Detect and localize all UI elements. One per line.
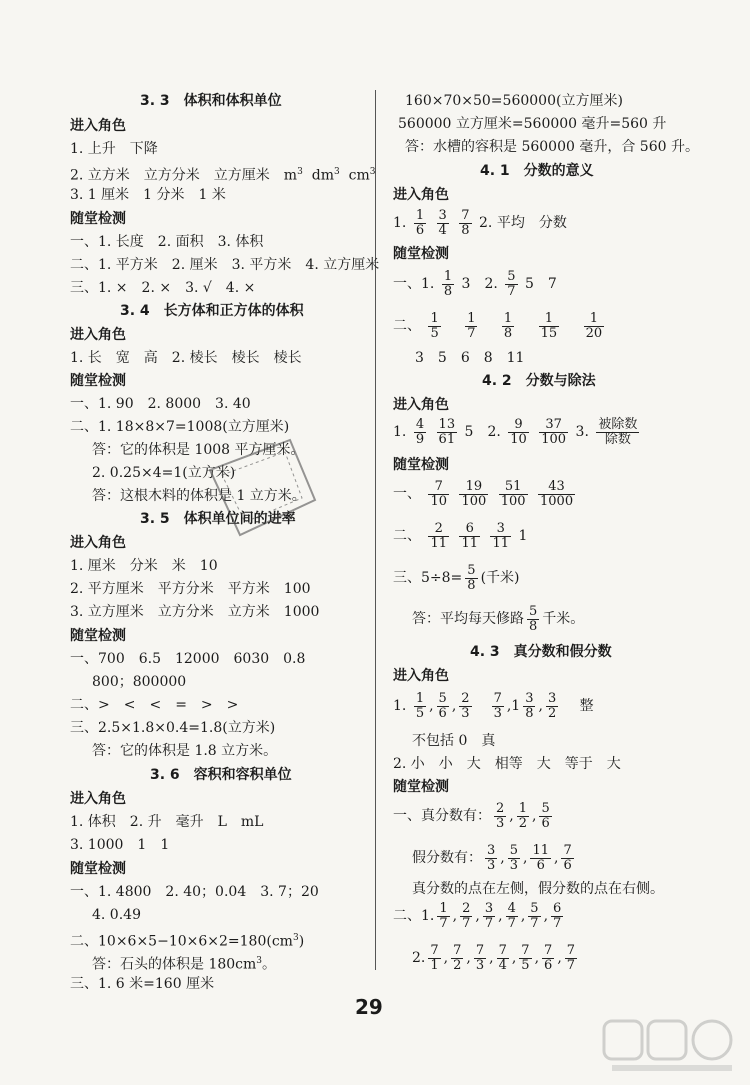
fraction: $\frac{1}{8}$ [443, 268, 453, 299]
answer-line: 2. $\frac{7}{1}$ , $\frac{7}{2}$ , $\frac{7}{3}$ , $\frac{7}{4}$ , $\frac{7}{5}$ , $\frac{7}{6}$ , $\frac{7}{7}$ [412, 942, 576, 973]
answer-line: 真分数的点在左侧，假分数的点在右侧。 [412, 881, 664, 897]
answer-line: 二、 $\frac{2}{11}$ $\frac{6}{11}$ $\frac{3}{11}$ 1 [393, 520, 528, 551]
subheading-check: 随堂检测 [70, 373, 126, 389]
subheading-role: 进入角色 [393, 668, 449, 684]
fraction: $\frac{\text{被除数}}{\text{除数}}$ [598, 416, 638, 447]
answer-line: 答：平均每天修路 $\frac{5}{8}$ 千米。 [412, 603, 585, 634]
answer-line: 1. 长 宽 高 2. 棱长 棱长 棱长 [70, 350, 302, 366]
fraction: $\frac{1}{6}$ [415, 207, 425, 238]
subheading-role: 进入角色 [70, 118, 126, 134]
subheading-role: 进入角色 [393, 187, 449, 203]
fraction: $\frac{7}{8}$ [461, 207, 470, 238]
answer-line: 560000 立方厘米=560000 毫升=560 升 [398, 116, 667, 132]
fraction: $\frac{3}{11}$ [492, 520, 509, 551]
subheading-role: 进入角色 [70, 327, 126, 343]
fraction: $\frac{5}{3}$ [509, 842, 519, 873]
fraction: $\frac{2}{11}$ [430, 520, 447, 551]
subheading-check: 随堂检测 [70, 628, 126, 644]
subheading-role: 进入角色 [70, 535, 126, 551]
section-title-3-6: 3. 6 容积和容积单位 [150, 767, 292, 783]
fraction: $\frac{1}{15}$ [540, 310, 558, 341]
fraction: $\frac{2}{3}$ [496, 800, 505, 831]
answer-line: 2. 立方米 立方分米 立方厘米 $m^3$ $dm^3$ $cm^3$ [70, 167, 376, 184]
fraction: $\frac{3}{3}$ [487, 842, 496, 873]
fraction: $\frac{6}{7}$ [553, 900, 562, 931]
answer-line: 一、 $\frac{7}{10}$ $\frac{19}{100}$ $\frac{51}{100}$ $\frac{43}{1000}$ [393, 478, 574, 509]
fraction: $\frac{5}{7}$ [507, 268, 516, 299]
answer-line: 一、1. $\frac{1}{8}$ 3 2. $\frac{5}{7}$ 5 7 [393, 268, 557, 299]
answer-line: 3. 立方厘米 立方分米 立方米 1000 [70, 604, 320, 620]
answer-line: 答：它的体积是 1008 平方厘米。 [92, 442, 305, 458]
fraction: $\frac{5}{7}$ [530, 900, 539, 931]
fraction: $\frac{4}{9}$ [415, 416, 425, 447]
fraction: $\frac{1}{7}$ [439, 900, 448, 931]
fraction: $\frac{1}{7}$ [467, 310, 476, 341]
fraction: $\frac{9}{10}$ [510, 416, 527, 447]
stamp-mark [200, 430, 320, 545]
fraction: $\frac{37}{100}$ [541, 416, 567, 447]
fraction: $\frac{7}{7}$ [566, 942, 576, 973]
answer-line: 二、1. $\frac{1}{7}$ , $\frac{2}{7}$ , $\frac{3}{7}$ , $\frac{4}{7}$ , $\frac{5}{7}$ , $\frac{6}{7}$ [393, 900, 562, 931]
answer-line: 3. 1000 1 1 [70, 837, 170, 853]
fraction: $\frac{5}{6}$ [438, 690, 447, 721]
answer-line: 1. $\frac{1}{5}$ , $\frac{5}{6}$ , $\frac{2}{3}$ $\frac{7}{3}$ ,1 $\frac{3}{8}$ , $\frac{3}{2}$ 整 [393, 690, 594, 721]
fraction: $\frac{5}{8}$ [529, 603, 538, 634]
answer-line: 答：石头的体积是 $180cm^3$。 [92, 956, 277, 973]
fraction: $\frac{7}{6}$ [544, 942, 553, 973]
section-title-3-4: 3. 4 长方体和正方体的体积 [120, 303, 304, 319]
answer-line: 3. 1 厘米 1 分米 1 米 [70, 187, 226, 203]
page-number: 29 [355, 995, 383, 1019]
answer-line: 1. $\frac{4}{9}$ $\frac{13}{61}$ 5 2. $\frac{9}{10}$ $\frac{37}{100}$ 3. $\frac{\text{被除数}}{\text{除数}}$ [393, 416, 638, 447]
answer-line: 二、> < < = > > [70, 697, 239, 713]
answer-line: 一、700 6.5 12000 6030 0.8 [70, 651, 306, 667]
answer-line: 二、1. 平方米 2. 厘米 3. 平方米 4. 立方厘米 [70, 257, 380, 273]
answer-line: 答：水槽的容积是 560000 毫升，合 560 升。 [405, 139, 699, 155]
section-title-3-3: 3. 3 体积和体积单位 [140, 93, 282, 109]
fraction: $\frac{1}{8}$ [503, 310, 513, 341]
answer-line: 答：它的体积是 1.8 立方米。 [92, 743, 278, 759]
answer-line: 二、 $\frac{1}{5}$ $\frac{1}{7}$ $\frac{1}{8}$ $\frac{1}{15}$ $\frac{1}{20}$ [393, 310, 603, 341]
fraction: $\frac{3}{2}$ [547, 690, 557, 721]
fraction: $\frac{51}{100}$ [500, 478, 526, 509]
fraction: $\frac{3}{7}$ [484, 900, 494, 931]
section-title-4-3: 4. 3 真分数和假分数 [470, 644, 612, 660]
section-title-4-2: 4. 2 分数与除法 [482, 373, 596, 389]
fraction: $\frac{2}{7}$ [462, 900, 471, 931]
section-title-3-5: 3. 5 体积单位间的进率 [140, 511, 296, 527]
answer-line: 1. 上升 下降 [70, 141, 158, 157]
answer-line: 一、1. 长度 2. 面积 3. 体积 [70, 234, 264, 250]
fraction: $\frac{19}{100}$ [461, 478, 487, 509]
subheading-check: 随堂检测 [70, 861, 126, 877]
subheading-check: 随堂检测 [393, 457, 449, 473]
answer-line: 答：这根木料的体积是 1 立方米。 [92, 488, 306, 504]
answer-line: 二、$10\times 6\times 5-10\times 6\times 2=180(cm^3)$ [70, 933, 305, 950]
fraction: $\frac{1}{20}$ [585, 310, 603, 341]
answer-line: 假分数有： $\frac{3}{3}$ , $\frac{5}{3}$ , $\frac{11}{6}$ , $\frac{7}{6}$ [412, 842, 572, 873]
fraction: $\frac{1}{2}$ [518, 800, 528, 831]
answer-line: 一、1. 4800 2. 40；0.04 3. 7；20 [70, 884, 319, 900]
answer-line: 三、5÷8= $\frac{5}{8}$ (千米) [393, 562, 520, 593]
fraction: $\frac{5}{8}$ [467, 562, 476, 593]
answer-line: 800；800000 [92, 674, 187, 690]
answer-line: 三、1. 6 米=160 厘米 [70, 976, 215, 992]
fraction: $\frac{5}{6}$ [541, 800, 550, 831]
subheading-role: 进入角色 [393, 397, 449, 413]
fraction: $\frac{3}{8}$ [525, 690, 534, 721]
fraction: $\frac{3}{4}$ [438, 207, 447, 238]
subheading-check: 随堂检测 [393, 246, 449, 262]
answer-line: 3 5 6 8 11 [415, 350, 525, 366]
answer-line: 三、2.5×1.8×0.4=1.8(立方米) [70, 720, 276, 736]
fraction: $\frac{7}{4}$ [498, 942, 507, 973]
answer-line: 一、1. 90 2. 8000 3. 40 [70, 396, 251, 412]
fraction: $\frac{7}{2}$ [453, 942, 462, 973]
answer-line: 1. $\frac{1}{6}$ $\frac{3}{4}$ $\frac{7}{8}$ 2. 平均 分数 [393, 207, 567, 238]
fraction: $\frac{7}{3}$ [475, 942, 485, 973]
subheading-check: 随堂检测 [393, 779, 449, 795]
answer-line: 1. 体积 2. 升 毫升 L mL [70, 814, 264, 830]
fraction: $\frac{7}{3}$ [493, 690, 502, 721]
column-divider [375, 90, 376, 970]
answer-line: 160×70×50=560000(立方厘米) [405, 93, 623, 109]
fraction: $\frac{7}{5}$ [521, 942, 530, 973]
answer-line: 三、1. × 2. × 3. √ 4. × [70, 280, 256, 296]
fraction: $\frac{2}{3}$ [461, 690, 470, 721]
answer-line: 不包括 0 真 [412, 733, 496, 749]
answer-line: 一、真分数有： $\frac{2}{3}$ , $\frac{1}{2}$ , $\frac{5}{6}$ [393, 800, 550, 831]
fraction: $\frac{13}{61}$ [438, 416, 456, 447]
fraction: $\frac{4}{7}$ [507, 900, 516, 931]
fraction: $\frac{43}{1000}$ [540, 478, 574, 509]
fraction: $\frac{1}{5}$ [430, 310, 439, 341]
subheading-role: 进入角色 [70, 791, 126, 807]
subheading-check: 随堂检测 [70, 211, 126, 227]
fraction: $\frac{6}{11}$ [461, 520, 478, 551]
fraction: $\frac{7}{1}$ [430, 942, 439, 973]
fraction: $\frac{7}{6}$ [563, 842, 572, 873]
answer-line: 2. 平方厘米 平方分米 平方米 100 [70, 581, 311, 597]
answer-line: 4. 0.49 [92, 907, 141, 923]
watermark-logo [602, 1015, 742, 1075]
fraction: $\frac{11}{6}$ [532, 842, 550, 873]
answer-line: 2. 小 小 大 相等 大 等于 大 [393, 756, 621, 772]
section-title-4-1: 4. 1 分数的意义 [480, 163, 594, 179]
fraction: $\frac{7}{10}$ [430, 478, 447, 509]
answer-line: 二、1. 18×8×7=1008(立方厘米) [70, 419, 290, 435]
answer-line: 2. 0.25×4=1(立方米) [92, 465, 236, 481]
fraction: $\frac{1}{5}$ [415, 690, 425, 721]
answer-line: 1. 厘米 分米 米 10 [70, 558, 218, 574]
